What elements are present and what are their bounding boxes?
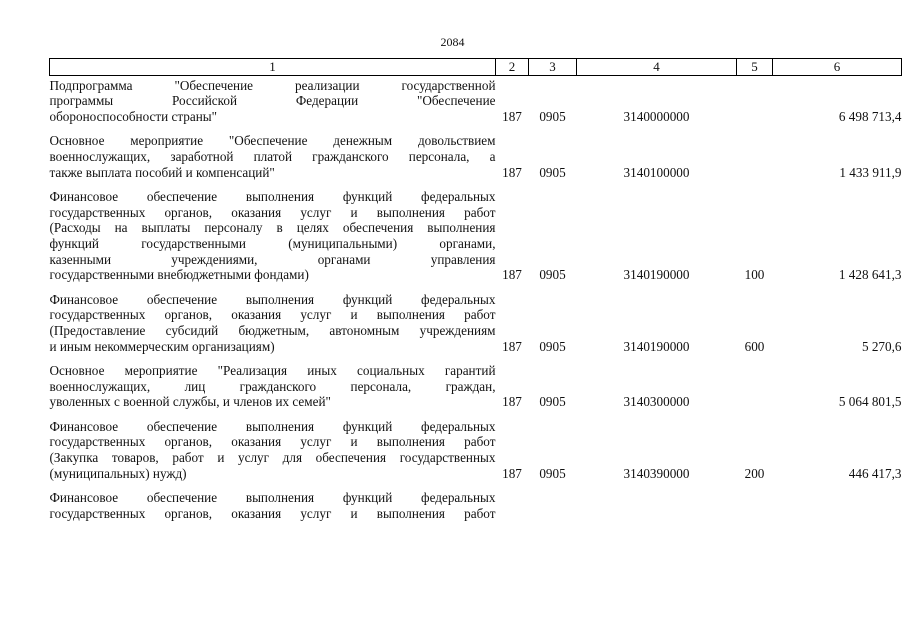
description-line: Финансовое обеспечение выполнения функций федеральных xyxy=(49,418,496,434)
amount: 1 428 641,3 xyxy=(838,267,902,283)
amount: 6 498 713,4 xyxy=(838,108,902,124)
table-row xyxy=(50,189,902,283)
description-line: (муниципальных) нужд) xyxy=(49,465,187,481)
row-description xyxy=(50,419,496,481)
target-article-code: 3140300000 xyxy=(623,394,690,410)
description-line: государственных органов, оказания услуг и выполнения работ xyxy=(49,505,496,521)
target-article-code: 3140100000 xyxy=(623,164,690,180)
header-col-1: 1 xyxy=(50,59,496,76)
expense-type-code: 200 xyxy=(744,465,765,481)
description-line: военнослужащих, заработной платой гражданского персонала, а xyxy=(49,148,496,164)
description-line: уволенных с военной службы, и членов их семей" xyxy=(49,394,331,410)
section-code: 0905 xyxy=(539,338,566,354)
table-row xyxy=(50,292,902,354)
ministry-code: 187 xyxy=(502,338,522,354)
description-line: Финансовое обеспечение выполнения функций федеральных xyxy=(49,291,496,307)
row-description xyxy=(50,292,496,354)
description-line: (Закупка товаров, работ и услуг для обеспечения государственных xyxy=(49,450,496,466)
row-description xyxy=(50,78,496,125)
table-row xyxy=(50,363,902,410)
page-number: 2084 xyxy=(440,35,465,49)
section-code: 0905 xyxy=(539,267,566,283)
table-header xyxy=(50,59,902,76)
row-spacer xyxy=(50,180,902,189)
description-line: обороноспособности страны" xyxy=(49,108,218,124)
description-line: также выплата пособий и компенсаций" xyxy=(49,164,275,180)
ministry-code: 187 xyxy=(502,108,522,124)
description-line: функций государственными (муниципальными) органами, xyxy=(49,235,496,251)
table-row xyxy=(50,419,902,481)
row-spacer xyxy=(50,410,902,419)
expense-type-code xyxy=(737,363,773,410)
amount: 5 064 801,5 xyxy=(838,394,902,410)
row-spacer xyxy=(50,354,902,363)
ministry-code: 187 xyxy=(502,465,522,481)
description-line: программы Российской Федерации "Обеспечение xyxy=(49,93,496,109)
header-col-6: 6 xyxy=(773,59,902,76)
amount: 446 417,3 xyxy=(848,465,902,481)
row-description xyxy=(50,189,496,283)
header-col-5: 5 xyxy=(737,59,773,76)
row-spacer xyxy=(50,283,902,292)
description-line: государственных органов, оказания услуг и выполнения работ xyxy=(49,434,496,450)
section-code: 0905 xyxy=(539,394,566,410)
table-row xyxy=(50,133,902,180)
description-line: Основное мероприятие "Реализация иных социальных гарантий xyxy=(49,363,496,379)
header-row xyxy=(50,59,902,76)
amount xyxy=(773,490,902,521)
ministry-code: 187 xyxy=(502,164,522,180)
row-description xyxy=(50,363,496,410)
ministry-code: 187 xyxy=(502,267,522,283)
description-line: государственными внебюджетными фондами) xyxy=(49,267,309,283)
header-col-2: 2 xyxy=(496,59,529,76)
row-description xyxy=(50,490,496,521)
budget-table xyxy=(49,58,902,521)
table-body xyxy=(50,75,902,521)
table-row xyxy=(50,490,902,521)
expense-type-code xyxy=(737,490,773,521)
section-code: 0905 xyxy=(539,108,566,124)
row-description xyxy=(50,133,496,180)
amount: 5 270,6 xyxy=(861,338,902,354)
header-col-3: 3 xyxy=(529,59,577,76)
target-article-code xyxy=(577,490,737,521)
section-code: 0905 xyxy=(539,465,566,481)
description-line: и иным некоммерческим организациям) xyxy=(49,338,275,354)
ministry-code: 187 xyxy=(502,394,522,410)
description-line: казенными учреждениями, органами управления xyxy=(49,251,496,267)
target-article-code: 3140190000 xyxy=(623,338,690,354)
description-line: Основное мероприятие "Обеспечение денежным довольствием xyxy=(49,133,496,149)
section-code xyxy=(529,490,577,521)
description-line: военнослужащих, лиц гражданского персонала, граждан, xyxy=(49,378,496,394)
description-line: государственных органов, оказания услуг и выполнения работ xyxy=(49,307,496,323)
amount: 1 433 911,9 xyxy=(839,164,902,180)
description-line: Подпрограмма "Обеспечение реализации государственной xyxy=(49,77,496,93)
expense-type-code xyxy=(737,133,773,180)
description-line: Финансовое обеспечение выполнения функций федеральных xyxy=(49,490,496,506)
header-col-4: 4 xyxy=(577,59,737,76)
row-spacer xyxy=(50,481,902,490)
description-line: государственных органов, оказания услуг и выполнения работ xyxy=(49,204,496,220)
expense-type-code: 100 xyxy=(744,267,765,283)
target-article-code: 3140000000 xyxy=(623,108,690,124)
target-article-code: 3140190000 xyxy=(623,267,690,283)
description-line: (Предоставление субсидий бюджетным, автономным учреждениям xyxy=(49,322,496,338)
table-row xyxy=(50,78,902,125)
description-line: (Расходы на выплаты персоналу в целях обеспечения выполнения xyxy=(49,220,496,236)
row-spacer xyxy=(50,124,902,133)
section-code: 0905 xyxy=(539,164,566,180)
target-article-code: 3140390000 xyxy=(623,465,690,481)
expense-type-code: 600 xyxy=(744,338,765,354)
expense-type-code xyxy=(737,78,773,125)
description-line: Финансовое обеспечение выполнения функций федеральных xyxy=(49,189,496,205)
ministry-code xyxy=(496,490,529,521)
